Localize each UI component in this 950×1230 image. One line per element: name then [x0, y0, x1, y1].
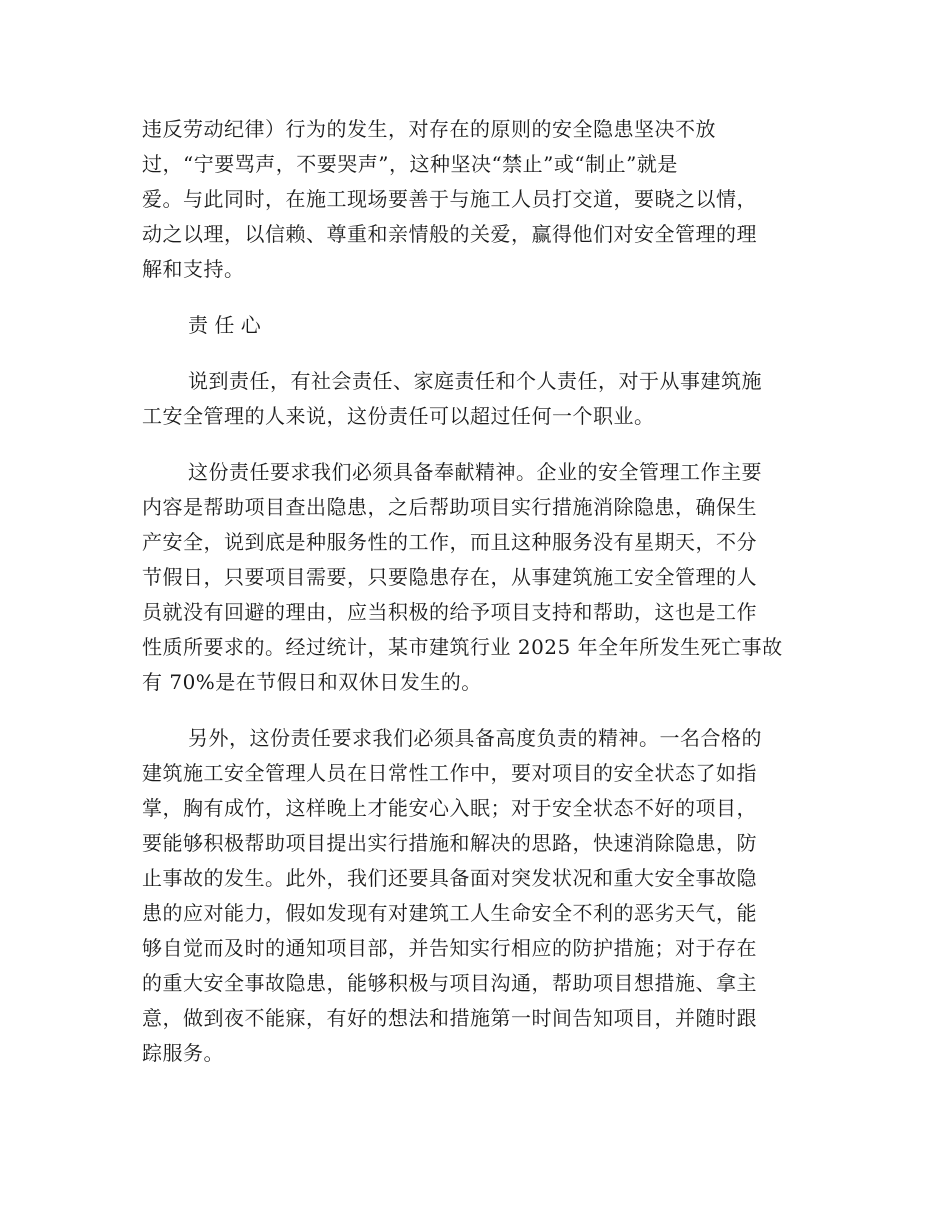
- paragraph-1-line-2: 过，“宁要骂声，不要哭声”，这种坚决“禁止”或“制止”就是: [142, 152, 678, 176]
- paragraph-4-line-3: 掌，胸有成竹，这样晚上才能安心入眠；对于安全状态不好的项目，: [142, 796, 757, 820]
- paragraph-3-line-4: 节假日，只要项目需要，只要隐患存在，从事建筑施工安全管理的人: [142, 565, 757, 589]
- paragraph-4-line-9: 意，做到夜不能寐，有好的想法和措施第一时间告知项目，并随时跟: [142, 1006, 757, 1030]
- paragraph-2-line-1: 说到责任，有社会责任、家庭责任和个人责任，对于从事建筑施: [188, 369, 762, 393]
- paragraph-4-line-6: 患的应对能力，假如发现有对建筑工人生命安全不利的恶劣天气，能: [142, 901, 757, 925]
- paragraph-4-line-5: 止事故的发生。此外，我们还要具备面对突发状况和重大安全事故隐: [142, 866, 757, 890]
- paragraph-4-line-1: 另外，这份责任要求我们必须具备高度负责的精神。一名合格的: [188, 726, 762, 750]
- paragraph-1-line-1: 违反劳动纪律）行为的发生，对存在的原则的安全隐患坚决不放: [142, 117, 716, 141]
- paragraph-4-line-7: 够自觉而及时的通知项目部，并告知实行相应的防护措施；对于存在: [142, 936, 757, 960]
- paragraph-3-line-7: 有 70%是在节假日和双休日发生的。: [142, 670, 482, 694]
- paragraph-3-line-2: 内容是帮助项目查出隐患，之后帮助项目实行措施消除隐患，确保生: [142, 495, 757, 519]
- section-heading: 责 任 心: [188, 313, 261, 337]
- paragraph-3-line-1: 这份责任要求我们必须具备奉献精神。企业的安全管理工作主要: [188, 460, 762, 484]
- paragraph-3-line-5: 员就没有回避的理由，应当积极的给予项目支持和帮助，这也是工作: [142, 600, 757, 624]
- paragraph-4-line-8: 的重大安全事故隐患，能够积极与项目沟通，帮助项目想措施、拿主: [142, 971, 757, 995]
- paragraph-3-line-6: 性质所要求的。经过统计，某市建筑行业 2025 年全年所发生死亡事故: [142, 635, 783, 659]
- paragraph-4-line-4: 要能够积极帮助项目提出实行措施和解决的思路，快速消除隐患，防: [142, 831, 757, 855]
- paragraph-2-line-2: 工安全管理的人来说，这份责任可以超过任何一个职业。: [142, 404, 655, 428]
- paragraph-1-line-4: 动之以理，以信赖、尊重和亲情般的关爱，赢得他们对安全管理的理: [142, 222, 757, 246]
- paragraph-3-line-3: 产安全，说到底是种服务性的工作，而且这种服务没有星期天，不分: [142, 530, 757, 554]
- paragraph-1-line-5: 解和支持。: [142, 257, 245, 281]
- paragraph-4-line-2: 建筑施工安全管理人员在日常性工作中，要对项目的安全状态了如指: [142, 761, 757, 785]
- paragraph-1-line-3: 爱。与此同时，在施工现场要善于与施工人员打交道，要晓之以情，: [142, 187, 757, 211]
- paragraph-4-line-10: 踪服务。: [142, 1041, 224, 1065]
